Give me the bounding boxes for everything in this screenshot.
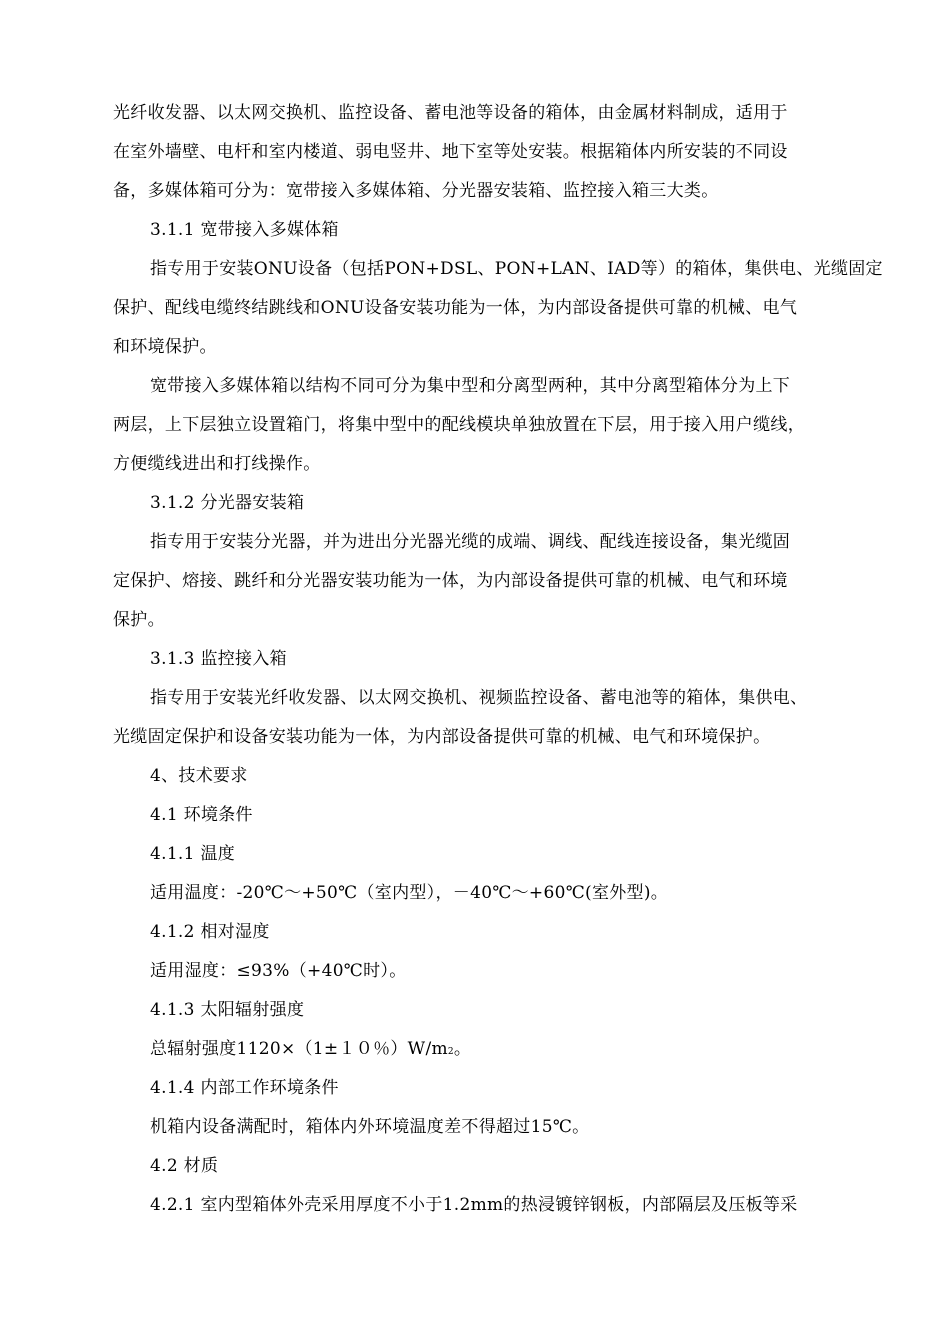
paragraph-line: 光纤收发器、以太网交换机、监控设备、蓄电池等设备的箱体，由金属材料制成，适用于 bbox=[113, 103, 788, 123]
section-heading-3-1-1: 3.1.1 宽带接入多媒体箱 bbox=[150, 220, 339, 240]
paragraph-line: 保护。 bbox=[113, 610, 165, 630]
paragraph-line: 指专用于安装分光器，并为进出分光器光缆的成端、调线、配线连接设备，集光缆固 bbox=[150, 532, 791, 552]
section-heading-4-1-2: 4.1.2 相对湿度 bbox=[150, 922, 270, 942]
radiation-text: 总辐射强度1120×（1±１０％）W/m bbox=[150, 1039, 448, 1059]
paragraph-line: 光缆固定保护和设备安装功能为一体，为内部设备提供可靠的机械、电气和环境保护。 bbox=[113, 727, 771, 747]
section-heading-4-1-4: 4.1.4 内部工作环境条件 bbox=[150, 1078, 339, 1098]
radiation-text-end: 。 bbox=[453, 1039, 472, 1059]
paragraph-line: 宽带接入多媒体箱以结构不同可分为集中型和分离型两种，其中分离型箱体分为上下 bbox=[150, 376, 791, 396]
section-heading-4: 4、技术要求 bbox=[150, 766, 248, 786]
unit-superscript: 2 bbox=[447, 1047, 454, 1057]
section-heading-4-1: 4.1 环境条件 bbox=[150, 805, 253, 825]
paragraph-line: 在室外墙壁、电杆和室内楼道、弱电竖井、地下室等处安装。根据箱体内所安装的不同设 bbox=[113, 142, 788, 162]
paragraph-line: 方便缆线进出和打线操作。 bbox=[113, 454, 321, 474]
paragraph-line-radiation bbox=[150, 1037, 471, 1064]
paragraph-line: 保护、配线电缆终结跳线和ONU设备安装功能为一体，为内部设备提供可靠的机械、电气 bbox=[113, 298, 798, 318]
paragraph-line: 和环境保护。 bbox=[113, 337, 217, 357]
paragraph-line: 机箱内设备满配时，箱体内外环境温度差不得超过15℃。 bbox=[150, 1117, 590, 1137]
section-heading-4-1-1: 4.1.1 温度 bbox=[150, 844, 236, 864]
paragraph-line: 指专用于安装ONU设备（包括PON+DSL、PON+LAN、IAD等）的箱体，集供电、光缆固定 bbox=[150, 259, 883, 279]
section-heading-3-1-2: 3.1.2 分光器安装箱 bbox=[150, 493, 305, 513]
paragraph-line: 指专用于安装光纤收发器、以太网交换机、视频监控设备、蓄电池等的箱体，集供电、 bbox=[150, 688, 808, 708]
section-heading-3-1-3: 3.1.3 监控接入箱 bbox=[150, 649, 287, 669]
section-heading-4-2: 4.2 材质 bbox=[150, 1156, 219, 1176]
section-heading-4-1-3: 4.1.3 太阳辐射强度 bbox=[150, 1000, 305, 1020]
paragraph-line: 两层，上下层独立设置箱门，将集中型中的配线模块单独放置在下层，用于接入用户缆线， bbox=[113, 415, 805, 435]
paragraph-line: 适用温度：-20℃～+50℃（室内型），－40℃～+60℃(室外型)。 bbox=[150, 883, 669, 903]
paragraph-line: 适用湿度：≤93%（+40℃时）。 bbox=[150, 961, 407, 981]
paragraph-line: 定保护、熔接、跳纤和分光器安装功能为一体，为内部设备提供可靠的机械、电气和环境 bbox=[113, 571, 788, 591]
paragraph-line: 备，多媒体箱可分为：宽带接入多媒体箱、分光器安装箱、监控接入箱三大类。 bbox=[113, 181, 719, 201]
paragraph-line: 4.2.1 室内型箱体外壳采用厚度不小于1.2mm的热浸镀锌钢板，内部隔层及压板等采 bbox=[150, 1195, 798, 1215]
